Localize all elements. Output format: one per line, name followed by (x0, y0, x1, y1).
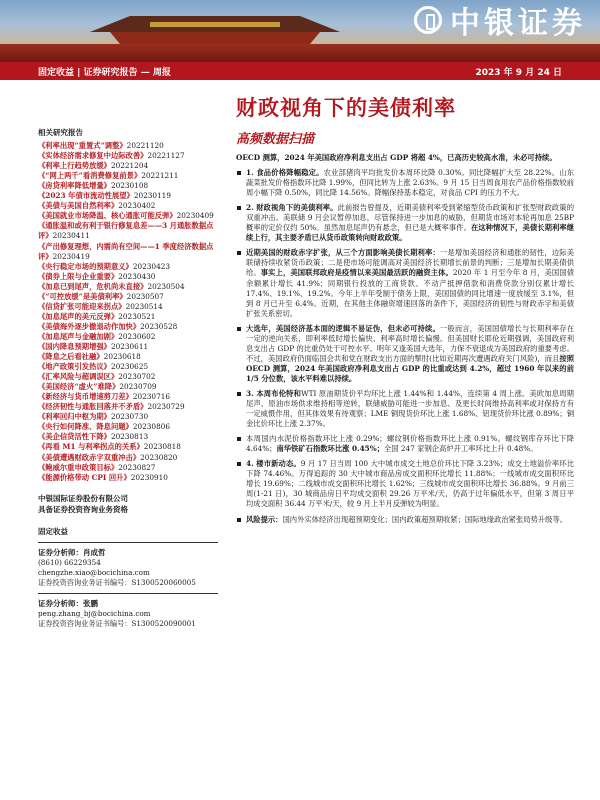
palace-roof-image (90, 10, 340, 44)
related-report-date: 20230514 (125, 301, 163, 311)
item-heading: 风险提示： (246, 514, 283, 524)
related-report-date: 20230602 (118, 331, 156, 341)
divider (38, 542, 218, 543)
related-report-date: 20230910 (130, 472, 168, 482)
related-report-item[interactable] (38, 442, 218, 452)
body-items (236, 168, 574, 525)
related-report-title: 《汇率风险与超调误区》 (38, 372, 119, 382)
analyst-role: 证券分析师： (38, 547, 83, 557)
related-report-title: 《利率上行趋势放缓》 (38, 161, 111, 171)
body-item (236, 459, 574, 509)
related-report-item[interactable] (38, 432, 218, 442)
analyst-email[interactable]: chengzhe.xiao@bocichina.com (38, 567, 150, 577)
related-report-date: 20230521 (118, 311, 156, 321)
related-report-item[interactable] (38, 282, 218, 292)
related-report-item[interactable] (38, 422, 218, 432)
report-type-strip (0, 62, 600, 80)
related-report-item[interactable] (38, 463, 218, 473)
related-report-item[interactable] (38, 322, 218, 332)
item-heading: 4. 楼市新动态。 (246, 459, 301, 469)
related-report-title: 《房贷利率降低增量》 (38, 181, 111, 191)
body-item (236, 248, 574, 318)
report-title: 财政视角下的美债利率 (236, 96, 456, 120)
header-banner (0, 0, 600, 62)
related-report-date: 20230409 (176, 211, 214, 221)
related-report-item[interactable] (38, 221, 218, 241)
item-heading: 1. 食品价格降幅稳定。 (246, 168, 324, 178)
related-report-date: 20230504 (147, 281, 185, 291)
body-item (236, 168, 574, 198)
related-report-title: 《经济韧性与通胀回落并不矛盾》 (38, 402, 148, 412)
related-report-title: 《美债遭遇财政赤字双重冲击》 (38, 452, 141, 462)
related-report-date: 20221127 (147, 151, 185, 161)
related-report-date: 20230402 (118, 201, 156, 211)
item-emphasis: 按照 OECD 测算，2024 年美国政府净利息支出占 GDP 的比重或达到 4.2%，超过 1960 年以来的前 1/5 分位数，该水平料难以持续。 (246, 353, 574, 383)
item-heading: 近期美国的财政赤字扩张，从三个方面影响美债长期利率： (246, 248, 440, 258)
related-report-title: 《加息已到尾声，危机尚未直接》 (38, 281, 148, 291)
related-report-date: 20230702 (118, 372, 156, 382)
related-report-title: 《国内降息预期增强》 (38, 341, 111, 351)
brand-logo (370, 0, 600, 40)
related-report-title: 《美债与美国自然利率》 (38, 201, 119, 211)
related-report-date: 20230813 (110, 432, 149, 442)
bank-logo-icon (414, 6, 442, 34)
related-report-item[interactable] (38, 382, 218, 392)
analyst-name-line (38, 548, 218, 558)
body-item (236, 324, 574, 384)
analysts-list (38, 542, 218, 629)
related-report-date: 20221211 (141, 171, 179, 181)
related-report-title: 《利率出现“重置式”调整》 (38, 141, 127, 151)
related-report-item[interactable] (38, 141, 218, 151)
company-license: 具备证券投资咨询业务资格 (38, 504, 128, 514)
report-subtitle: 高频数据扫描 (236, 132, 315, 147)
body-item (236, 389, 574, 429)
related-report-title: 《债券上限与企业重要》 (38, 271, 119, 281)
item-text: 一是增加美国经济和通胀的韧性，边际美联储持续收紧货币政策；二是使市场可能调高对美国经济长期增长前景的判断；三是增加长期美债供给。 (246, 248, 575, 278)
item-emphasis: 在这种情况下，美债长期利率继续上行，其主要矛盾已从货币政策转向财政政策。 (246, 223, 574, 243)
item-text: 9 月 17 日当周 100 大中城市成交土地总价环比下降 3.23%；成交土地溢价率环比下降 74.46%。万得追踪的 30 大中城市商品房成交面积环比增长 11.88%；一线城市成交面积环比增长 19.69%；二线城市成交面积环比增长 1.62%；三线城市成交面积环比增长 36.88%。9 月前三周(1-21 日)，30 城商品房日平均成交面积 29.26 万平米/天，仍高于过年偏低水平，但第 3 周日平均成交面积 36.44 万平米/天，较 9 月上半月反弹较为明显。 (246, 459, 574, 509)
body-item (236, 203, 574, 243)
company-name: 中银国际证券股份有限公司 (38, 493, 128, 503)
related-report-item[interactable] (38, 161, 218, 171)
related-report-item[interactable] (38, 342, 218, 352)
related-report-item[interactable] (38, 312, 218, 322)
related-report-title: 《降息之后看社融》 (38, 352, 104, 362)
analyst-cert: 证券投资咨询业务证书编号：S1300520060005 (38, 577, 196, 587)
main-body (236, 153, 574, 530)
body-item (236, 515, 574, 525)
related-report-item[interactable] (38, 171, 218, 181)
related-report-date: 20230108 (110, 181, 149, 191)
related-report-date: 20230419 (52, 251, 90, 261)
related-report-title: 《信贷扩张可能迎来拐点》 (38, 301, 126, 311)
brand-name: 中银证券 (450, 6, 586, 41)
lead-paragraph: OECD 测算，2024 年美国政府净利息支出占 GDP 将超 4%，已高历史较高水准，未必可持续。 (236, 153, 557, 162)
related-report-item[interactable] (38, 362, 218, 372)
related-heading: 相关研究报告 (38, 128, 83, 137)
related-report-item[interactable] (38, 352, 218, 362)
related-report-title: 《美国经济“虚火”难降》 (38, 382, 120, 392)
related-report-date: 20230411 (52, 231, 90, 241)
related-report-title: 《能源价格带动 CPI 回升》 (38, 472, 131, 482)
related-report-date: 20230611 (110, 341, 149, 351)
related-report-item[interactable] (38, 151, 218, 161)
related-report-title: 《“可控放缓”是美债利率》 (38, 291, 127, 301)
related-report-date: 20230507 (126, 291, 164, 301)
analyst-card (38, 548, 218, 588)
related-report-title: 《加息尾声与金融加剧》 (38, 331, 119, 341)
related-report-item[interactable] (38, 372, 218, 382)
section-label: 固定收益 (38, 526, 68, 536)
item-text-continued: 2020 年 1 月至今年 8 月，美国国债余额累计增长 41.9%；同期银行投放的工商贷款、不动产抵押借款和消费贷款分别仅累计增长 17.4%、19.1%、19.2%。今年上半年受制于债务上限，美国国债的同比增速一度放缓至 3.1%，但到 8 月已升至 6.4%。近期，在其他主体融资增速回落的条件下，美国经济的韧性与财政赤字和美债扩张关系密切。 (246, 268, 575, 318)
related-report-item[interactable] (38, 242, 218, 262)
related-report-title: 《地产政策引发热议》 (38, 362, 111, 372)
related-report-title: 《央行如何降准、降息问题》 (38, 422, 133, 432)
related-report-title: 《美企信贷活性下降》 (38, 432, 111, 442)
item-emphasis: 事实上，美国联邦政府是疫情以来美国最活跃的融资主体。 (260, 268, 453, 278)
related-report-date: 20230806 (132, 422, 170, 432)
related-report-date: 20230618 (103, 352, 141, 362)
related-report-date: 20230528 (140, 321, 178, 331)
related-report-item[interactable] (38, 332, 218, 342)
related-report-item[interactable] (38, 453, 218, 463)
item-text: 一般而言，美国国债增长与长期利率存在一定的逆向关系，即利率低时增长偏快、利率高时增长偏慢。但美国财长耶伦近期强调，美国政府利息支出占 GDP 的比重仍处于可控水平。明年又逢美国大选年，力保不衰退成为美国政府的重要考虑。不过，美国政府仍面临国会共和党在财政支出方面的掣肘(比如近期再次遭遇政府关门风险)，而且 (246, 323, 575, 363)
related-report-date: 20230423 (132, 261, 170, 271)
related-report-item[interactable] (38, 302, 218, 312)
related-report-date: 20230716 (132, 392, 170, 402)
related-report-item[interactable] (38, 181, 218, 191)
divider (38, 593, 218, 594)
analyst-name-line (38, 599, 218, 609)
analyst-name: 肖成哲 (83, 547, 106, 557)
analyst-phone: (8610) 66229354 (38, 557, 101, 567)
item-text: 本周国内水泥价格指数环比上涨 0.29%；螺纹钢价格指数环比上涨 0.91%。螺纹钢库存环比下降 4.64%； (246, 434, 574, 454)
related-report-title: 《加息尾声的美元反弹》 (38, 311, 119, 321)
related-report-date: 20230625 (110, 362, 149, 372)
analyst-card (38, 599, 218, 629)
related-report-date: 20230729 (147, 402, 185, 412)
related-report-item[interactable] (38, 402, 218, 412)
related-report-date: 20230119 (133, 191, 171, 201)
related-report-item[interactable] (38, 412, 218, 422)
related-report-date: 20221120 (126, 141, 164, 151)
related-report-date: 20230820 (140, 452, 178, 462)
related-report-item[interactable] (38, 292, 218, 302)
report-category: 固定收益 | 证券研究报告 — 周报 (38, 67, 171, 78)
related-report-item[interactable] (38, 201, 218, 211)
related-report-date: 20230827 (118, 462, 156, 472)
item-heading: 2. 财政视角下的美债利率。 (246, 203, 338, 213)
related-report-title: 《央行稳定市场的预期意义》 (38, 261, 133, 271)
related-report-title: 《利率回归中枢为期》 (38, 412, 111, 422)
related-report-title: 《实体经济需求修复中边际改善》 (38, 151, 148, 161)
related-report-date: 20230430 (118, 271, 156, 281)
related-report-title: 《“网上两千”看消费修复前景》 (38, 171, 142, 181)
related-report-title: 《2023 年债市流动性展望》 (38, 191, 134, 201)
related-report-date: 20230730 (110, 412, 149, 422)
item-emphasis: 南华铁矿石指数环比涨 0.45%； (276, 444, 384, 454)
company-info (38, 493, 218, 515)
body-item (236, 434, 574, 454)
item-heading: 大选年，美国经济基本面的逻辑不易证伪，但未必可持续。 (246, 323, 440, 333)
related-report-item[interactable] (38, 272, 218, 282)
related-report-title: 《再看 M1 与利率拐点的关系》 (38, 442, 144, 452)
analyst-cert: 证券投资咨询业务证书编号：S1300520090001 (38, 618, 196, 628)
related-report-date: 20230709 (119, 382, 157, 392)
related-report-item[interactable] (38, 191, 218, 201)
related-report-item[interactable] (38, 211, 218, 221)
analyst-name: 张鹏 (83, 598, 98, 608)
related-report-title: 《美债海外逐步撤退动作加快》 (38, 321, 141, 331)
related-report-date: 20230818 (143, 442, 181, 452)
item-text: 国内外实体经济出现超预期变化；国内政策超预期收紧；国际地缘政治紧张局势升级等。 (282, 514, 568, 524)
report-date: 2023 年 9 月 24 日 (475, 67, 562, 78)
analyst-role: 证券分析师： (38, 598, 83, 608)
related-report-title: 《通胀温和或有利于银行修复息差——3 月通胀数据点评》 (38, 221, 214, 241)
related-report-item[interactable] (38, 262, 218, 272)
item-text-continued: 全国 247 家钢企高炉开工率环比上升 0.48%。 (384, 444, 538, 454)
item-text: WTI 原油期货价平均环比上涨 1.44%和 1.44%，连续第 4 周上涨。美欧加息周期尾声、原油市场供求维持相等逆转，联储威胁可能进一步加息、及更长时间维持高利率或对保持方有一定威慑作用，但其体效果有待观察；LME 铜现货价环比上涨 1.68%、铝现货价环比涨 0.89%；铜金比价环比上涨 2.37%。 (246, 388, 574, 429)
analyst-email[interactable]: peng.zhang_bj@bocichina.com (38, 608, 151, 618)
related-reports-list (38, 141, 218, 483)
sidebar (38, 128, 218, 629)
related-report-date: 20221204 (110, 161, 149, 171)
related-report-item[interactable] (38, 392, 218, 402)
item-text: 农业部猪肉平均批发价本周环比降 0.30%。同比降幅扩大至 28.22%。山东蔬菜批发价格指数环比降 1.99%，但同比转为上涨 2.63%。9 月 15 日当周食用农产品价格指数较前周小幅下降 0.50%，同比降 14.56%。降幅保持基本稳定，对食品 CPI 的压力不大。 (246, 168, 574, 198)
item-text: 此前报告曾提及，近期美债利率受到紧缩型货币政策和扩张型财政政策的双重冲击。美联储 9 月会议暂停加息，尽管保持进一步加息的威胁，但期货市场对本轮再加息 25BP 概率的定价仅约 50%。虽然加息尾声仍有悬念，但已是大概率事件。 (246, 203, 574, 233)
related-report-item[interactable] (38, 473, 218, 483)
related-report-title: 《美国就业市场降温、核心通胀可能反弹》 (38, 211, 177, 221)
related-report-title: 《产出修复理想，内需尚有空间——1 季度经济数据点评》 (38, 241, 214, 261)
related-report-title: 《鲍威尔重申政策目标》 (38, 462, 119, 472)
item-heading: 3. 本周布伦特和 (246, 388, 302, 398)
related-report-title: 《新经济与货币增速剪刀差》 (38, 392, 133, 402)
